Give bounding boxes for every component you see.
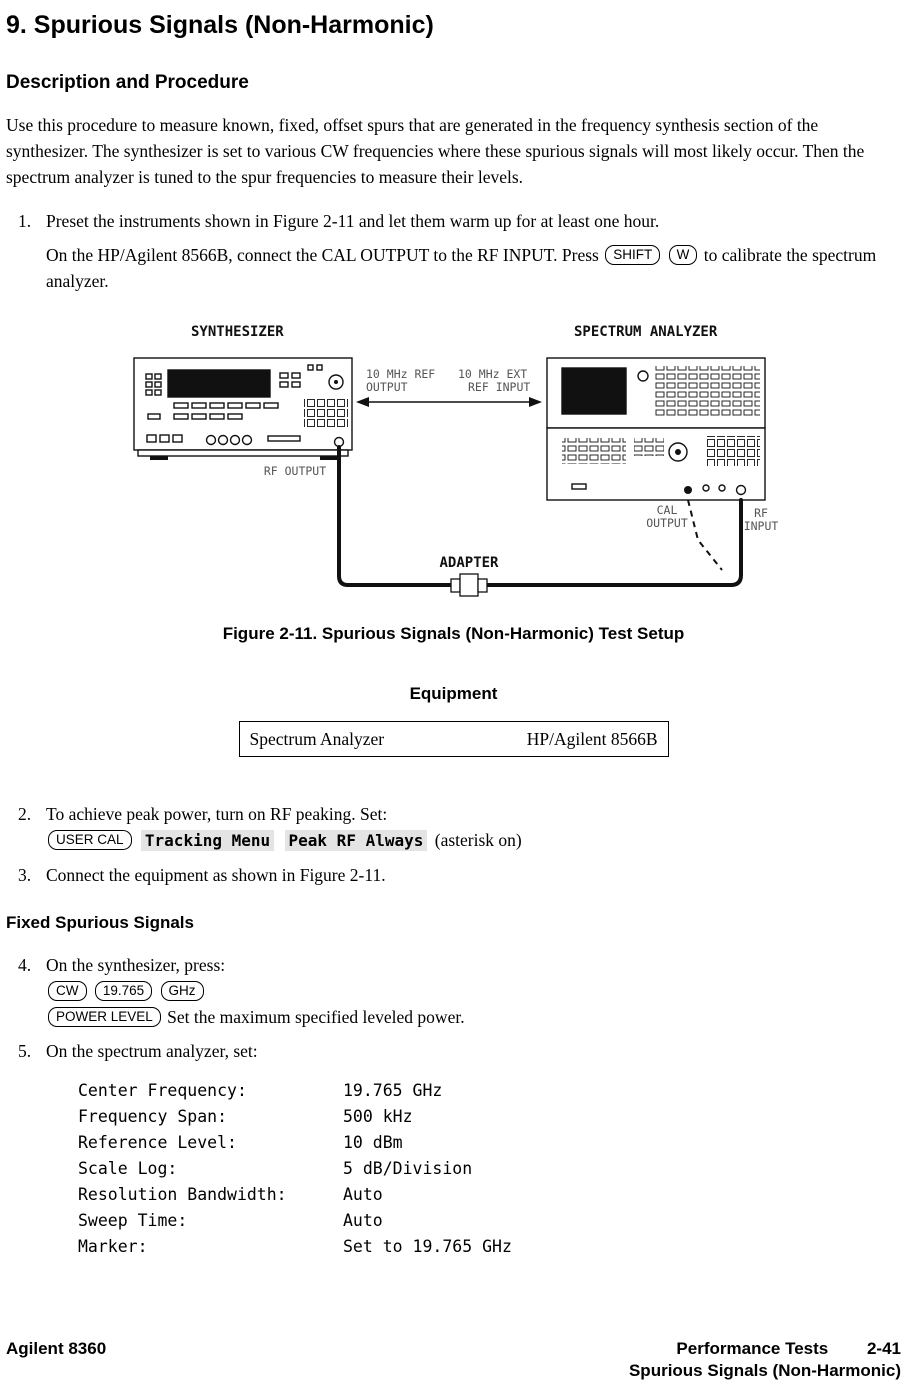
w-key: W [669,245,698,265]
setting-row [78,1156,901,1182]
step-text [46,952,901,1030]
intro-paragraph: Use this procedure to measure known, fixed, offset spurs that are generated in the frequency synthesis section of the synthesizer. The synthesizer is set to various CW frequencies where these spurious signals will most likely occur. Then the spectrum analyzer is tuned to the spur frequencies to measure their levels. [6,115,865,187]
ext-ref-label-line2: REF INPUT [468,380,531,394]
rf-input-label-line1: RF [754,506,768,520]
setting-label: Scale Log: [78,1159,178,1178]
softkey-tracking-menu: Tracking Menu [141,830,274,851]
step-5 [6,1038,901,1064]
cal-output-label-line1: CAL [656,503,678,517]
softkey-peak-rf-always: Peak RF Always [285,830,428,851]
test-setup-diagram [6,318,901,614]
step-number: 1. [18,211,32,231]
equipment-heading: Equipment [409,684,498,703]
cw-key: CW [48,981,87,1001]
step-4 [6,952,901,1030]
setting-row [78,1208,901,1234]
freq-key: 19.765 [95,981,152,1001]
cal-output-dashed-cable [688,500,722,570]
step-text-note: (asterisk on) [434,830,522,850]
step-2 [6,801,901,854]
equipment-table [239,721,669,757]
setting-value: 500 kHz [343,1107,413,1126]
step-text: Preset the instruments shown in Figure 2-11 and let them warm up for at least one hour. [46,211,660,231]
step-text: On the HP/Agilent 8566B, connect the CAL OUTPUT to the RF INPUT. Press [46,245,599,265]
ext-ref-label-line1: 10 MHz EXT [458,367,528,381]
adapter-drawing [451,574,487,596]
footer-section: Performance Tests [676,1339,829,1358]
power-level-key: POWER LEVEL [48,1007,161,1027]
setting-row [78,1104,901,1130]
step-3 [6,862,901,888]
section-heading: Description and Procedure [6,72,249,93]
ref-connection-arrow [356,397,542,407]
setting-label: Resolution Bandwidth: [78,1185,287,1204]
ref-output-label-line2: OUTPUT [366,380,408,394]
step-text-line3: Set the maximum specified leveled power. [167,1007,465,1027]
spectrum-analyzer-drawing [547,358,765,500]
setting-value: 19.765 GHz [343,1081,443,1100]
fixed-spurious-heading: Fixed Spurious Signals [6,913,194,932]
page-footer [0,1338,909,1382]
setting-value: 10 dBm [343,1133,403,1152]
analyzer-settings-list [78,1078,901,1260]
figure-2-11 [6,318,901,647]
ghz-key: GHz [161,981,204,1001]
footer-page-number: 2-41 [866,1339,901,1358]
step-number: 4. [18,955,32,975]
setting-row [78,1234,901,1260]
equipment-model: HP/Agilent 8566B [526,729,658,749]
spectrum-analyzer-label: SPECTRUM ANALYZER [574,324,718,340]
setting-label: Marker: [78,1237,148,1256]
user-cal-key: USER CAL [48,830,132,850]
setting-value: Set to 19.765 GHz [343,1237,512,1256]
step-text [46,801,901,854]
step-text-line1: To achieve peak power, turn on RF peaking. Set: [46,804,388,824]
synthesizer-drawing [134,358,352,460]
rf-input-label-line2: INPUT [743,519,779,533]
cal-output-label-line2: OUTPUT [646,516,688,530]
step-number: 5. [18,1041,32,1061]
setting-label: Center Frequency: [78,1081,247,1100]
adapter-label: ADAPTER [439,555,499,571]
figure-caption: Figure 2-11. Spurious Signals (Non-Harmonic) Test Setup [222,624,685,643]
page-title: 9. Spurious Signals (Non-Harmonic) [6,11,434,39]
footer-subsection: Spurious Signals (Non-Harmonic) [628,1361,901,1380]
rf-output-label: RF OUTPUT [263,464,327,478]
ref-output-label-line1: 10 MHz REF [366,367,436,381]
step-number: 3. [18,865,32,885]
shift-key: SHIFT [605,245,660,265]
setting-value: Auto [343,1185,383,1204]
step-1 [6,208,901,234]
equipment-name: Spectrum Analyzer [249,729,385,749]
footer-model: Agilent 8360 [6,1339,107,1358]
setting-label: Reference Level: [78,1133,237,1152]
setting-label: Frequency Span: [78,1107,228,1126]
setting-value: 5 dB/Division [343,1159,473,1178]
step-1-subparagraph [46,242,901,294]
synthesizer-label: SYNTHESIZER [191,324,284,340]
step-text-line1: On the synthesizer, press: [46,955,226,975]
setting-row [78,1130,901,1156]
setting-row [78,1078,901,1104]
step-text: to calibrate the spectrum analyzer. [46,245,877,291]
setting-row [78,1182,901,1208]
step-text: Connect the equipment as shown in Figure 2-11. [46,865,386,885]
step-number: 2. [18,804,32,824]
setting-value: Auto [343,1211,383,1230]
step-text: On the spectrum analyzer, set: [46,1041,258,1061]
setting-label: Sweep Time: [78,1211,188,1230]
